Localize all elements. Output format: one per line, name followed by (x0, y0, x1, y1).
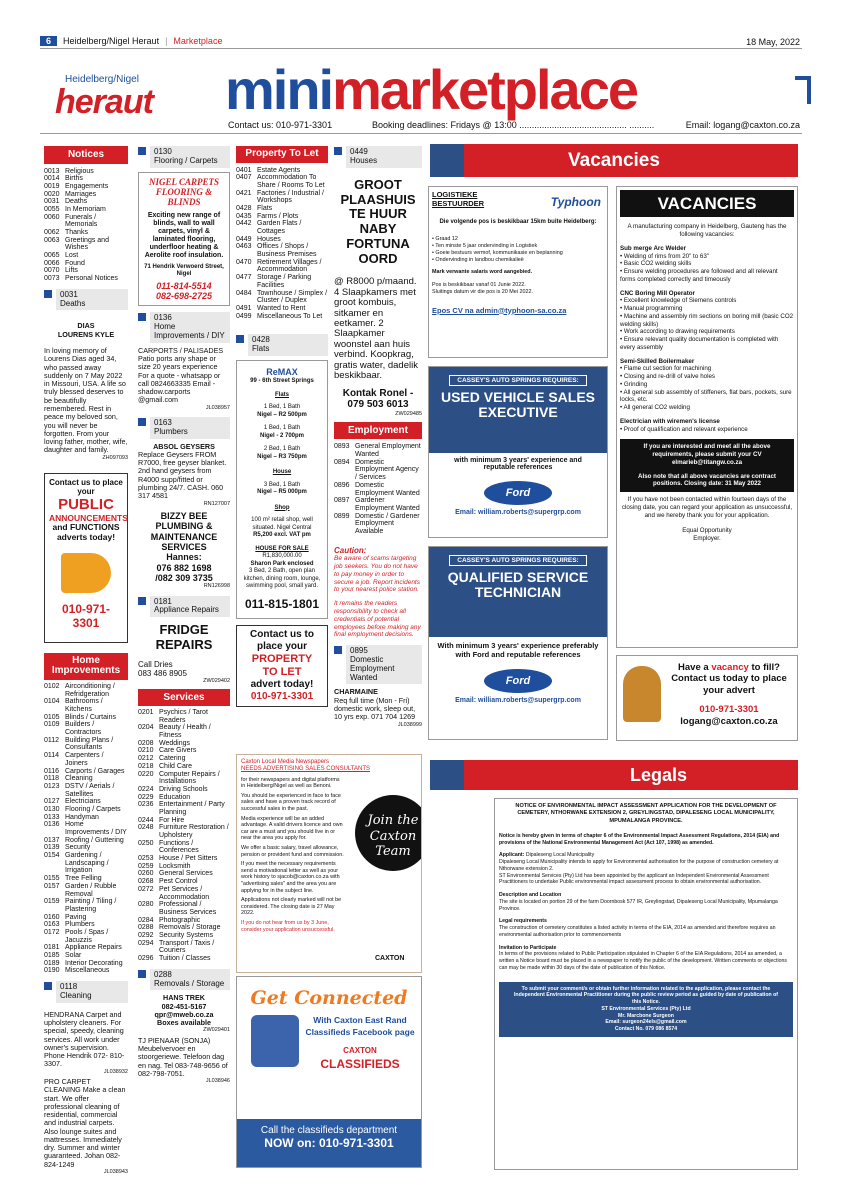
herald-logo: Heidelberg/Nigel heraut (55, 74, 153, 121)
index-label: Handyman (65, 813, 99, 821)
list-item: • Ten minste 5 jaar ondervinding in Logistiek (432, 243, 604, 250)
index-label: Locksmith (159, 862, 191, 870)
ford-logo: Ford (484, 669, 552, 693)
index-code: 0139 (44, 844, 60, 852)
mascot-icon (623, 666, 661, 722)
index-label: Security Systems (159, 931, 214, 939)
index-label: Blinds / Curtains (65, 713, 116, 721)
index-code: 0484 (236, 289, 252, 297)
services-header: Services (138, 689, 230, 707)
legal-notice: NOTICE OF ENVIRONMENTAL IMPACT ASSESSMENT APPLICATION FOR THE DEVELOPMENT OF CEMETERY, NTHORWANE EXTENSION 2, GREYLINGSTAD, DIPALESENG LOCAL MUNICIPALITY, MPUMALANGA PROVINCE. Notice is hereby given in terms of chapter 6 of the Environmental Impact Assessment Regulations, 2014 (EIA) and provisions of the National Environmental Management Act (Act 107, 1998) as amended. Applicant: Dipaleseng Local Municipality Dipaleseng Local Municipality intends to apply for Environmental authorisation for the purpose of construction cemetery at Nthorwane extension 2. ST Environmental Services (Pty) Ltd has been appointed by the applicant an Independent Environmental Assessment Practitioners to undertake Public environmental impact assessment process to obtain environmental authorisation. Description and Location The site is located on portion 29 of the farm Doornbosk 577 IR, Greylingstad, Dipaleseng Local Municipality, Mpumalanga Province. Legal requirements The construction of cemetery constitutes a listed activity in terms of the EIA, 2014 as amended and therefore requires an environmental authorisation prior to commencements Invitation to Participate In terms of the provisions related to Public Participation stipulated in Chapter 6 of the EIA Regulations, 2014 as amended, a written a Notice board must be placed in a newspaper to notify the public of the development. Written comments or objections can may be made within 30 days of the date of publication of this Notice. To submit your comment/s or obtain further information related to the application, please contact the Independent Environmental Practitioner during the public review period as guided by date of publication of this Notice. ST Environmental Services (Pty) Ltd Mr. Marcbone Surgeon Email: surgeon24els@gmail.com Contact No. 079 086 8574 (494, 798, 798, 1170)
index-label: Storage / Parking Facilities (257, 274, 312, 289)
index-label: Builders / Contractors (65, 721, 102, 737)
employment-index (334, 443, 422, 535)
obituary-text: In loving memory of Lourens Dias aged 34, who passed away suddenly on 7 May 2022 in Missouri, USA. A life so truly blessed deserves to be beautifully remembered. Rest in peace my beloved son, you will never be forgotten. From your loving father, mother, wife, daughter and family. (44, 345, 128, 455)
index-code: 0272 (138, 885, 154, 893)
megaphone-icon (61, 553, 111, 593)
index-code: 0894 (334, 458, 350, 466)
list-item: • Manual programming (620, 305, 794, 313)
index-code: 0428 (236, 204, 252, 212)
cassey-email[interactable]: Email: william.roberts@supergrp.com (455, 509, 581, 516)
index-code: 0449 (236, 235, 252, 243)
index-code: 0065 (44, 252, 60, 260)
caution-notice: Caution: Be aware of scams targeting job seekers. You do not have to pay money in order to secure a job. Report incidents to your nearest police station. It remains the readers responsibility to check all credentials of potential employees before making any final employment decisions. (334, 545, 421, 639)
index-code: 0236 (138, 801, 154, 809)
index-label: Cleaning (65, 775, 93, 783)
index-label: Pest Control (159, 878, 198, 886)
index-label: Factories / Industrial / Workshops (257, 189, 324, 205)
index-label: Lost (65, 252, 79, 260)
index-code: 0109 (44, 721, 60, 729)
index-code: 0280 (138, 901, 154, 909)
index-label: Plumbers (65, 921, 95, 929)
index-label: Houses (257, 235, 281, 243)
index-label: Interior Decorating (65, 959, 123, 967)
index-label: Lifts (65, 267, 78, 275)
list-item: • Proof of qualification and relevant experience (620, 426, 794, 434)
index-label: Transport / Taxis / Couriers (159, 939, 215, 955)
index-code: 0102 (44, 682, 60, 690)
index-code: 0407 (236, 174, 252, 182)
category-deaths: 0031 Deaths (44, 289, 128, 311)
index-code: 0172 (44, 928, 60, 936)
category-cleaning: 0118 Cleaning (44, 981, 128, 1003)
index-label: Carports / Garages (65, 767, 125, 775)
services-index (138, 709, 230, 963)
index-label: Religious (65, 167, 94, 175)
ad-ref: ZW029485 (395, 410, 422, 417)
hendrana-ad: HENDRANA Carpet and upholstery cleaners. For special, speedy, cleaning services. All work under owner's supervision. Phone Hendrik 072- 810-3307. (44, 1009, 125, 1069)
list-item: • Closing and re-drill of valve holes (620, 373, 794, 381)
index-label: Solar (65, 952, 82, 959)
index-label: Appliance Repairs (65, 944, 122, 952)
list-item: • Excellent knowledge of Siemens controls (620, 297, 794, 305)
index-code: 0062 (44, 229, 60, 236)
list-item: • Grinding (620, 381, 794, 389)
list-item: • Ensure relevant quality documentation is completed with every assembly (620, 336, 794, 352)
bizzy-bee-ad: BIZZY BEE PLUMBING & MAINTENANCE SERVICES Hannes: 076 882 1698 /082 309 3735 (150, 510, 218, 583)
have-vacancy-ad: Have a vacancy to fill? Contact us today to place your advert 010-971-3301 logang@caxton.co.za (616, 655, 798, 741)
index-label: Roofing / Guttering (65, 836, 124, 844)
column-flooring-services (138, 146, 230, 1084)
index-code: 0118 (44, 775, 60, 783)
index-label: Births (65, 175, 83, 183)
list-item: • Goeie bestuurs vermof, kommunikasie en beplanning (432, 250, 604, 257)
index-label: Driving Schools (159, 785, 208, 793)
index-label: Funerals / Memorials (65, 213, 98, 229)
category-plumbers: 0163 Plumbers (138, 417, 230, 439)
index-label: Tree Felling (65, 875, 102, 883)
index-code: 0063 (44, 236, 60, 244)
index-code: 0066 (44, 259, 60, 267)
list-item: • All general sub assembly of stiffeners, flat bars, pockets, sure locks, etc. (620, 389, 794, 405)
index-code: 0401 (236, 166, 252, 174)
obituary-subname: LOURENS KYLE (57, 329, 115, 339)
ad-ref: JL038999 (397, 721, 422, 728)
join-team-badge: Join the Caxton Team (355, 795, 422, 871)
index-label: Domestic / Gardener Employment Available (355, 512, 420, 535)
index-code: 0208 (138, 739, 154, 747)
fridge-repairs-ad: FRIDGE REPAIRS (155, 622, 213, 652)
absol-ad: Replace Geysers FROM R7000, free geyser blanket. 2nd hand geysers from R4000 supp/fitted or plumbing 24/7. CASH. 060 317 4581 (138, 449, 227, 501)
employment-header: Employment (334, 422, 422, 440)
remax-ad: ReMAX 99 - 6th Street Springs Flats 1 Bed, 1 Bath Nigel – R2 500pm 1 Bed, 1 Bath Nigel - 2 700pm 2 Bed, 1 Bath Nigel – R3 750pm House 3 Bed, 1 Bath Nigel – R5 000pm Shop 100 m² retail shop, well situated. Nigel Central R5,200 excl. VAT pm HOUSE FOR SALE R1,830,000.00 Sharon Park enclosed 3 Bed, 2 Bath, open plan kitchen, dining room, lounge, swimming pool, small yard. 011-815-1801 (236, 360, 328, 619)
index-code: 0201 (138, 709, 154, 717)
index-label: Electricians (65, 798, 101, 806)
index-label: Personal Notices (65, 275, 118, 283)
index-code: 0244 (138, 816, 154, 824)
index-code: 0296 (138, 955, 154, 963)
column-houses-employment (334, 146, 422, 728)
category-home-improvements: 0136 Home Improvements / DIY (138, 312, 230, 342)
index-code: 0055 (44, 205, 60, 213)
category-houses: 0449 Houses (334, 146, 422, 168)
index-label: Miscellaneous To Let (257, 312, 323, 320)
index-label: Greetings and Wishes (65, 236, 109, 252)
index-code: 0130 (44, 805, 60, 813)
index-code: 0136 (44, 821, 60, 829)
index-label: Accommodation To Share / Rooms To Let (257, 174, 325, 189)
have-vacancy-email[interactable]: logang@caxton.co.za (680, 715, 778, 727)
index-label: In Memoriam (65, 205, 106, 213)
index-code: 0499 (236, 312, 252, 320)
column-notices (44, 146, 128, 1175)
cassey-technician-ad: CASSEY'S AUTO SPRINGS REQUIRES: QUALIFIED SERVICE TECHNICIAN With minimum 3 years' experience preferably with Ford and reputable references Ford Email: william.roberts@supergrp.com (428, 546, 608, 740)
index-label: Offices / Shops / Business Premises (257, 243, 317, 259)
call-line: Call the classifieds department (260, 1125, 398, 1136)
index-code: 0491 (236, 304, 252, 312)
home-improvements-header: Home Improvements (44, 653, 128, 680)
index-code: 0185 (44, 952, 60, 959)
ad-ref: ZW029401 (203, 1027, 230, 1034)
charmaine-ad: Req full time (Mon - Fri) domestic work, sleep out, 10 yrs exp. 071 704 1269 (334, 695, 416, 722)
remax-logo: ReMAX (266, 366, 298, 377)
index-code: 0189 (44, 959, 60, 967)
index-label: Engagements (65, 182, 109, 190)
index-label: Security (65, 844, 91, 852)
ad-ref: JL038943 (103, 1169, 128, 1176)
cassey-sales-ad: CASSEY'S AUTO SPRINGS REQUIRES: USED VEHICLE SALES EXECUTIVE with minimum 3 years' experience and reputable references Ford Email: william.roberts@supergrp.com (428, 366, 608, 538)
index-label: Miscellaneous (65, 967, 110, 975)
index-code: 0224 (138, 785, 154, 793)
marketplace-title: mini marketplace (225, 58, 637, 121)
index-code: 0073 (44, 275, 60, 283)
index-label: Farms / Plots (257, 212, 299, 220)
ad-ref: JL038932 (103, 1068, 128, 1075)
index-label: Furniture Restoration / Upholstery (159, 824, 229, 840)
index-label: Townhouse / Simplex / Cluster / Duplex (257, 289, 328, 305)
index-code: 0210 (138, 747, 154, 755)
index-code: 0292 (138, 931, 154, 939)
index-label: Gardener Employment Wanted (355, 497, 420, 512)
index-label: General Employment Wanted (355, 443, 421, 459)
index-label: Care Givers (159, 747, 197, 755)
category-removals: 0288 Removals / Storage (138, 969, 230, 991)
index-label: Airconditioning / Refridgeration (65, 682, 115, 698)
contact-email: Email: logang@caxton.co.za (685, 120, 800, 130)
list-item: • Graad 12 (432, 236, 604, 243)
manufacturing-vacancies-ad: VACANCIES A manufacturing company in Heidelberg, Gauteng has the following vacancies: Sub merge Arc Welder • Welding of rims from 20" to 63" • Basic CO2 welding skills • Ensure welding procedures are followed and all relevant forms completed correctly and timeously CNC Boring Mill Operator • Excellent knowledge of Siemens controls • Manual programming • Machine and assembly rim sections on boring mill (basic CO2 welding skills) • Work according to drawing requirements • Ensure relevant quality documentation is completed with every assembly Semi-Skilled Boilermaker • Flame cut section for machining • Closing and re-drill of valve holes • Grinding • All general sub assembly of stiffeners, flat bars, pockets, sure locks, etc. • All general CO2 welding Electrician with wiremen's license • Proof of qualification and relevant experience If you are interested and meet all the above requirements, please submit your CV elmarieb@titangw.co.za Also note that all above vacancies are contract positions. Closing date: 31 May 2022 If you have not been contacted within fourteen days of the closing date, you can regard your application as unsuccessful, and we hereby thank you for your application. Equal Opportunity Employer. (616, 186, 798, 648)
index-label: Removals / Storage (159, 924, 221, 932)
index-label: Beauty / Health / Fitness (159, 724, 211, 740)
index-code: 0218 (138, 762, 154, 770)
index-label: Domestic Employment Wanted (355, 481, 420, 497)
cart-icon (795, 76, 811, 104)
index-code: 0116 (44, 767, 60, 775)
index-code: 0250 (138, 839, 154, 847)
index-code: 0155 (44, 875, 60, 883)
home-index (44, 683, 128, 975)
category-appliance: 0181 Appliance Repairs (138, 596, 230, 618)
index-code: 0013 (44, 167, 60, 175)
category-domestic: 0895 Domestic Employment Wanted (334, 645, 422, 684)
index-label: General Services (159, 870, 213, 878)
index-code: 0435 (236, 212, 252, 220)
vacancies-banner: Vacancies (430, 144, 798, 177)
index-label: Flats (257, 204, 273, 212)
index-code: 0229 (138, 793, 154, 801)
list-item: • Flame cut section for machining (620, 365, 794, 373)
index-code: 0463 (236, 243, 252, 251)
column-property (236, 146, 328, 707)
index-label: Flooring / Carpets (65, 805, 121, 813)
logistieke-ad: LOGISTIEKE BESTUURDER Typhoon Die volgende pos is beskikbaar 15km buite Heidelberg: • Graad 12 • Ten minste 5 jaar ondervinding in Logistiek • Goeie bestuurs vermof, kommunikasie en beplanning • Ondervinding in landbou chemikalieë Mark verwante salaris word aangebied. Pos is beskikbaar vanaf 01 Junie 2022. Sluitings datum vir die pos is 20 Mei 2022. Epos CV na admin@typhoon-sa.co.za (428, 186, 608, 358)
caxton-team-ad: Caxton Local Media Newspapers NEEDS ADVERTISING SALES CONSULTANTS for their newspapers and digital platforms in Heidelberg/Nigel as well as Benoni. You should be experienced in face to face sales and have a proven track record of successful sales in the past. Media experience will be an added advantage. A valid drivers licence and own car are a must and you should live in or near the area you apply for. We offer a basic salary, travel allowance, pension or provident fund and commission. If you meet the necessary requirements send a motivational letter as well as your work history to sjacob@caxton.co.za with "advertising sales" and the area you are applying for in the subject line. Applications not clearly marked will not be considered. The closing date is 27 May 2022. If you do not hear from us by 3 June, consider your application unsuccessful. Join the Caxton Team CAXTON (236, 754, 422, 973)
typhoon-email[interactable]: Epos CV na admin@typhoon-sa.co.za (432, 305, 567, 315)
index-code: 0060 (44, 213, 60, 221)
notices-index (44, 168, 128, 283)
ad-ref: RN127007 (203, 500, 230, 507)
index-code: 0014 (44, 175, 60, 183)
index-label: Building Plans / Consultants (65, 736, 114, 752)
cassey-email[interactable]: Email: william.roberts@supergrp.com (455, 697, 581, 704)
list-item: • All general CO2 welding (620, 404, 794, 412)
property-index (236, 167, 328, 321)
index-code: 0123 (44, 782, 60, 790)
index-label: Photographic (159, 916, 201, 924)
index-label: Child Care (159, 762, 193, 770)
index-code: 0019 (44, 182, 60, 190)
issue-date: 18 May, 2022 (746, 37, 800, 47)
ad-ref: JL038957 (205, 404, 230, 411)
index-label: Carpenters / Joiners (65, 752, 104, 767)
property-contact-ad: Contact us to place your PROPERTY TO LET advert today! 010-971-3301 (236, 625, 328, 707)
index-label: Paving (65, 913, 87, 921)
index-code: 0112 (44, 736, 60, 744)
index-code: 0220 (138, 770, 154, 778)
index-code: 0212 (138, 755, 154, 763)
index-code: 0190 (44, 967, 60, 975)
index-code: 0284 (138, 916, 154, 924)
index-code: 0181 (44, 944, 60, 952)
hans-trek-ad: HANS TREK 082-451-5167 qpr@mweb.co.za Boxes available (154, 993, 214, 1028)
index-label: Pet Services / Accommodation (159, 885, 210, 901)
groot-plaashuis-title: GROOT PLAASHUIS TE HUUR NABY FORTUNA OORD (340, 176, 416, 267)
index-code: 0163 (44, 921, 60, 929)
index-label: Estate Agents (257, 166, 301, 174)
index-label: Functions / Conferences (159, 839, 199, 855)
index-code: 0477 (236, 274, 252, 282)
charmaine-name: CHARMAINE (334, 687, 378, 697)
index-code: 0896 (334, 481, 350, 489)
list-item: • Ondervinding in landbou chemikalieë (432, 257, 604, 264)
pro-carpet-ad: PRO CARPET CLEANING Make a clean start. We offer professional cleaning of residential, commercial and industrial carpets. Also lounge suites and mattresses. Immediately dry. Summer and winter guaranteed. Johan 082-824-1249 (44, 1076, 126, 1169)
section-name: Marketplace (173, 36, 223, 46)
index-code: 0031 (44, 198, 60, 206)
typhoon-logo: Typhoon (550, 195, 601, 209)
list-item: • Basic CO2 welding skills (620, 260, 794, 268)
notices-header: Notices (44, 146, 128, 164)
index-code: 0253 (138, 855, 154, 863)
index-code: 0114 (44, 752, 60, 760)
booking-deadline: Booking deadlines: Fridays @ 13:00 ........................................... .......... (372, 120, 655, 130)
index-code: 0127 (44, 798, 60, 806)
index-code: 0160 (44, 913, 60, 921)
kontak-name: Kontak Ronel - (342, 387, 414, 399)
index-label: Domestic Employment Agency / Services (355, 458, 419, 482)
index-code: 0133 (44, 813, 60, 821)
list-item: • Ensure welding procedures are followed and all relevant forms completed correctly and timeously (620, 268, 794, 284)
index-code: 0899 (334, 512, 350, 520)
index-label: Professional / Business Services (159, 901, 217, 916)
index-label: Found (65, 259, 85, 267)
index-label: Education (159, 793, 191, 801)
index-code: 0442 (236, 220, 252, 228)
index-label: For Hire (159, 816, 185, 824)
thumbs-up-icon (251, 1015, 299, 1067)
ad-ref: ZH097093 (102, 454, 128, 461)
category-flooring: 0130 Flooring / Carpets (138, 146, 230, 168)
ad-ref: RN126998 (203, 583, 230, 590)
index-code: 0157 (44, 882, 60, 890)
index-label: Retirement Villages / Accommodation (257, 258, 322, 274)
index-label: Marriages (65, 190, 97, 198)
legals-banner: Legals (430, 760, 798, 790)
index-code: 0159 (44, 898, 60, 906)
ad-ref: JL038946 (205, 1078, 230, 1085)
ford-logo: Ford (484, 481, 552, 505)
classifieds-phone: 010-971-3301 (318, 1136, 394, 1150)
index-label: Entertainment / Party Planning (159, 801, 225, 816)
list-item: • Welding of rims from 20" to 63" (620, 253, 794, 261)
index-code: 0893 (334, 443, 350, 451)
index-code: 0105 (44, 713, 60, 721)
index-code: 0248 (138, 824, 154, 832)
index-label: Garden Flats / Cottages (257, 220, 302, 235)
paper-name: Heidelberg/Nigel Heraut (63, 36, 160, 46)
index-code: 0421 (236, 189, 252, 197)
list-item: • Work according to drawing requirements (620, 328, 794, 336)
index-label: Wanted to Rent (257, 304, 306, 312)
index-label: Bathrooms / Kitchens (65, 698, 103, 713)
index-label: Home Improvements / DIY (65, 821, 127, 836)
ad-ref: ZW029402 (203, 678, 230, 685)
carports-ad: CARPORTS / PALISADES Patio ports any shape or size 20 years experience For a quote - whatsapp or call 0824663335 Email - shadow.carports @gmail.com (138, 345, 224, 405)
index-code: 0259 (138, 862, 154, 870)
index-code: 0070 (44, 267, 60, 275)
index-code: 0288 (138, 924, 154, 932)
index-label: Catering (159, 755, 186, 763)
fridge-phone: 083 486 8905 (138, 669, 187, 679)
index-code: 0020 (44, 190, 60, 198)
public-announcement-ad: Contact us to place your PUBLIC ANNOUNCEMENTS and FUNCTIONS adverts today! 010-971-3301 (44, 473, 128, 643)
index-code: 0260 (138, 870, 154, 878)
index-code: 0137 (44, 836, 60, 844)
nigel-carpets-ad: NIGEL CARPETS FLOORING & BLINDS Exciting new range of blinds, wall to wall carpets, vinyl & laminated flooring, underfloor heating & Aerolite roof insulation. 71 Hendrik Verwoerd Street, Nigel 011-814-5514 082-698-2725 (138, 172, 230, 307)
property-header: Property To Let (236, 146, 328, 163)
index-label: House / Pet Sitters (159, 855, 218, 863)
get-connected-title: Get Connected (250, 987, 408, 1009)
index-label: Gardening / Landscaping / Irrigation (65, 852, 109, 875)
kontak-phone: 079 503 6013 (347, 399, 409, 411)
groot-plaashuis-text: @ R8000 p/maand. 4 Slaapkamers met groot kombuis, sitkamer en eetkamer. 2 Slaapkamer woonstel aan huis verbind. Koopkrag, gratis water, dadelik beskikbaar. (334, 276, 418, 382)
index-code: 0104 (44, 698, 60, 706)
index-label: Garden / Rubble Removal (65, 882, 117, 898)
index-code: 0154 (44, 852, 60, 860)
index-label: Pools / Spas / Jacuzzis (65, 928, 109, 944)
index-label: Computer Repairs / Installations (159, 770, 220, 786)
get-connected-ad: Get Connected With Caxton East Rand Classifieds Facebook page CAXTON CLASSIFIEDS Call the classifieds department NOW on: 010-971-3301 (236, 976, 422, 1168)
category-flats: 0428 Flats (236, 334, 328, 356)
index-label: DSTV / Aerials / Satellites (65, 782, 115, 798)
contact-phone: Contact us: 010-971-3301 (228, 120, 333, 130)
list-item: • Machine and assembly rim sections on boring mill (basic CO2 welding skills) (620, 313, 794, 329)
index-label: Deaths (65, 198, 88, 206)
index-code: 0897 (334, 497, 350, 505)
index-code: 0294 (138, 939, 154, 947)
index-label: Tuition / Classes (159, 955, 211, 963)
page-header: 6 Heidelberg/Nigel Heraut | Marketplace (40, 36, 222, 46)
obituary-name: DIAS (77, 321, 95, 331)
index-label: Thanks (65, 229, 88, 236)
absol-title: ABSOL GEYSERS (153, 441, 215, 451)
index-label: Painting / Tiling / Plastering (65, 898, 117, 913)
tj-pienaar-ad: TJ PIENAAR (SONJA) Meubelvervoer en stoorgeriewe. Telefoon dag en nag. Tel 083-748-9656 of 082-798-7051. (138, 1035, 228, 1078)
caxton-logo: CAXTON (375, 955, 405, 962)
page-number: 6 (40, 36, 57, 46)
fridge-contact: Call Dries (138, 659, 173, 669)
index-code: 0204 (138, 724, 154, 732)
index-code: 0268 (138, 878, 154, 886)
index-label: Psychics / Tarot Readers (159, 709, 208, 724)
index-label: Weddings (159, 739, 191, 747)
index-code: 0470 (236, 258, 252, 266)
